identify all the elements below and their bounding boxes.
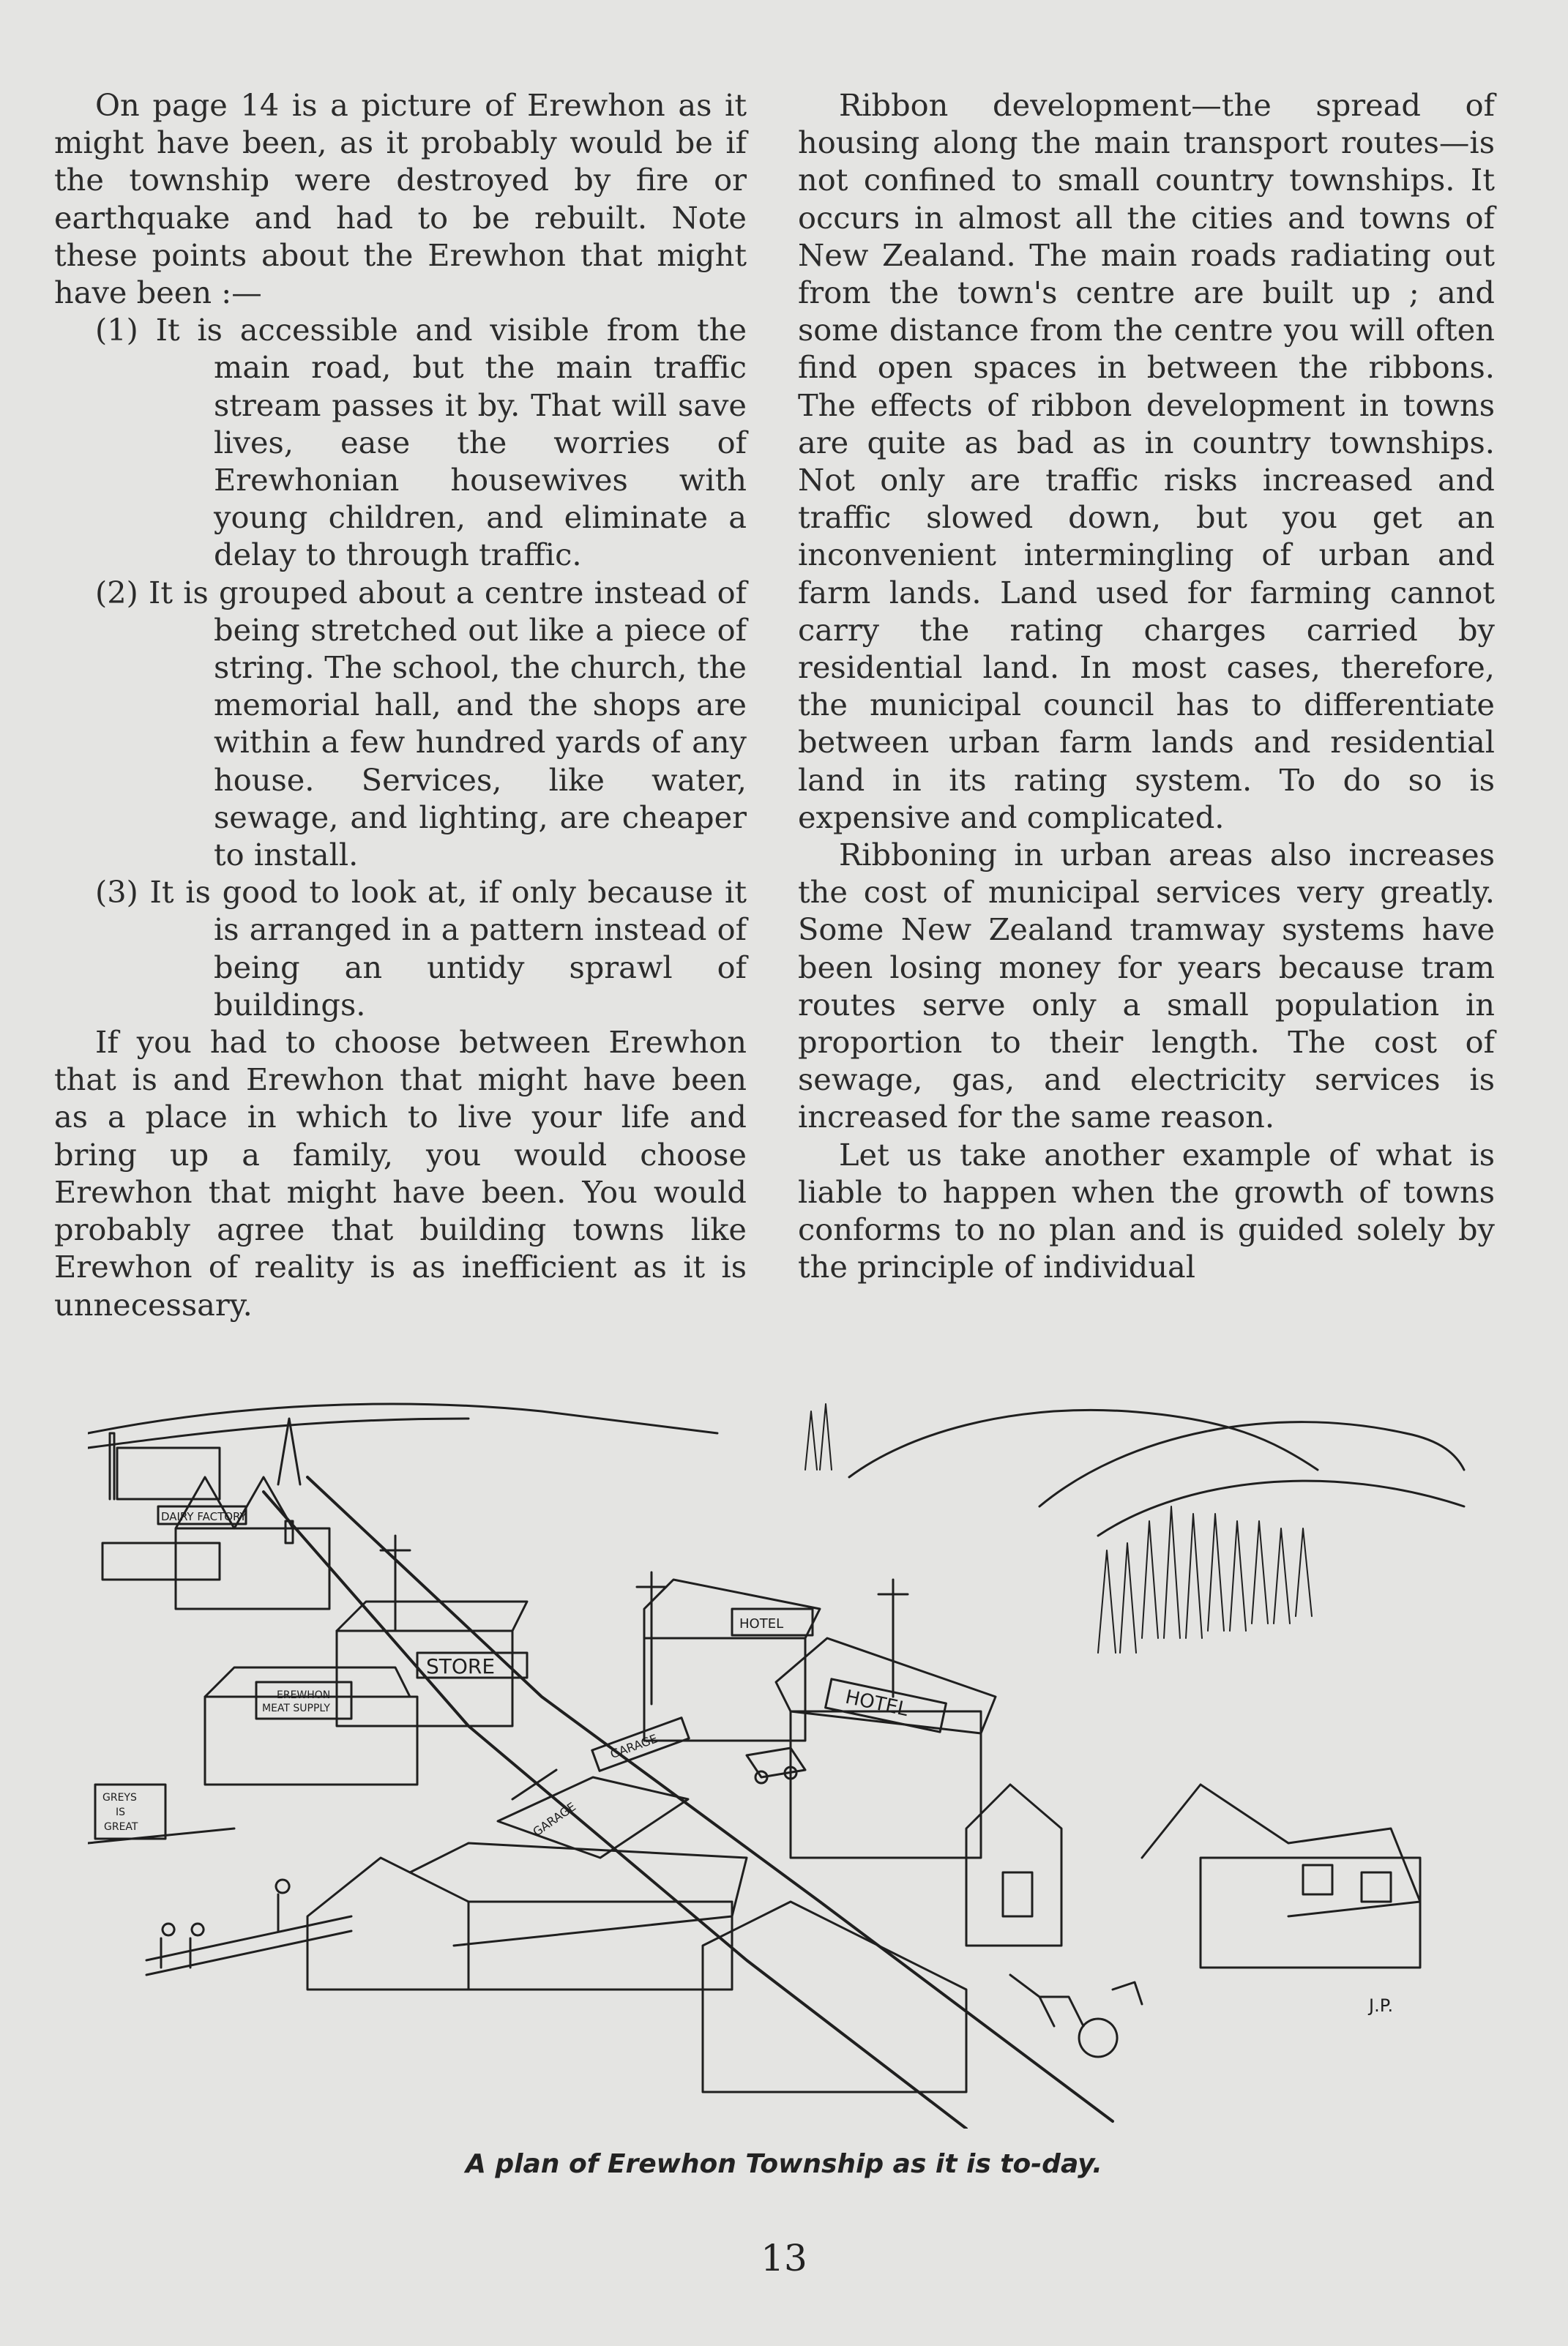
point-1-text: It is accessible and visible from the main road, but the main traffic stream passes it by. That will save lives, ease the worries of Erewhonian housewives with young children, and eliminate a delay to through traffic. [155,312,747,573]
large-hotel-sign: HOTEL [843,1686,911,1722]
right-column [798,86,1495,1286]
greys-sign-line2: IS [116,1807,126,1818]
small-hotel-sign: HOTEL [739,1616,784,1632]
garage-roof-sign: GARAGE [530,1799,579,1839]
garage-top-sign: GARAGE [608,1731,660,1762]
point-2-text: It is grouped about a centre instead of being stretched out like a piece of string. The school, the church, the memorial hall, and the shops are within a few hundred yards of any house. Services, like water, sewage, and lighting, are cheaper to install. [149,574,747,873]
point-3-text: It is good to look at, if only because it is arranged in a pattern instead of being an untidy sprawl of buildings. [149,874,747,1023]
ribbon-paragraph: Ribbon development—the spread of housing along the main transport routes—is not confined to small country townships. It occurs in almost all the cities and towns of New Zealand. The main roads radiating out from the town's centre are built up ; and some distance from the centre you will often find open spaces in between the ribbons. The effects of ribbon development in towns are quite as bad as in country townships. Not only are traffic risks increased and traffic slowed down, but you get an inconvenient intermingling of urban and farm lands. Land used for farming cannot carry the rating charges carried by residential land. In most cases, therefore, the municipal council has to differentiate between urban farm lands and residential land in its rating system. To do so is expensive and complicated. [798,87,1495,835]
township-illustration [88,1389,1466,2129]
greys-sign-line3: GREAT [104,1821,138,1833]
point-2 [54,574,747,874]
store-sign: STORE [426,1654,496,1678]
artist-signature: J.P. [1369,1995,1394,2016]
point-1-number: (1) [95,312,138,348]
ribboning-paragraph: Ribboning in urban areas also increases the cost of municipal services very greatly. Some New Zealand tramway systems have been losing money for years because tram routes serve only a small population in proportion to their length. The cost of sewage, gas, and electricity services is increased for the same reason. [798,837,1495,1135]
meat-sign-line2: MEAT SUPPLY [262,1703,330,1714]
example-paragraph: Let us take another example of what is liable to happen when the growth of towns conforms to no plan and is guided solely by the principle of individual [798,1136,1495,1285]
point-1 [54,311,747,573]
conclusion-paragraph: If you had to choose between Erewhon that is and Erewhon that might have been as a place in which to live your life and bring up a family, you would choose Erewhon that might have been. You would probably agree that building towns like Erewhon of reality is as inefficient as it is unnecessary. [54,1024,747,1323]
figure-caption: A plan of Erewhon Township as it is to-day. [466,2149,1102,2179]
left-column [54,86,747,1323]
dairy-factory-sign: DAIRY FACTORY [161,1510,247,1523]
page-number: 13 [761,2237,807,2279]
township-sketch [88,1389,1466,2129]
point-2-number: (2) [95,574,138,610]
point-3 [54,873,747,1023]
point-3-number: (3) [95,874,138,911]
meat-sign-line1: EREWHON [277,1689,331,1701]
greys-sign-line1: GREYS [102,1792,137,1804]
intro-paragraph: On page 14 is a picture of Erewhon as it might have been, as it probably would be if the township were destroyed by fire or earthquake and had to be rebuilt. Note these points about the Erewhon that might have been :— [54,87,747,311]
